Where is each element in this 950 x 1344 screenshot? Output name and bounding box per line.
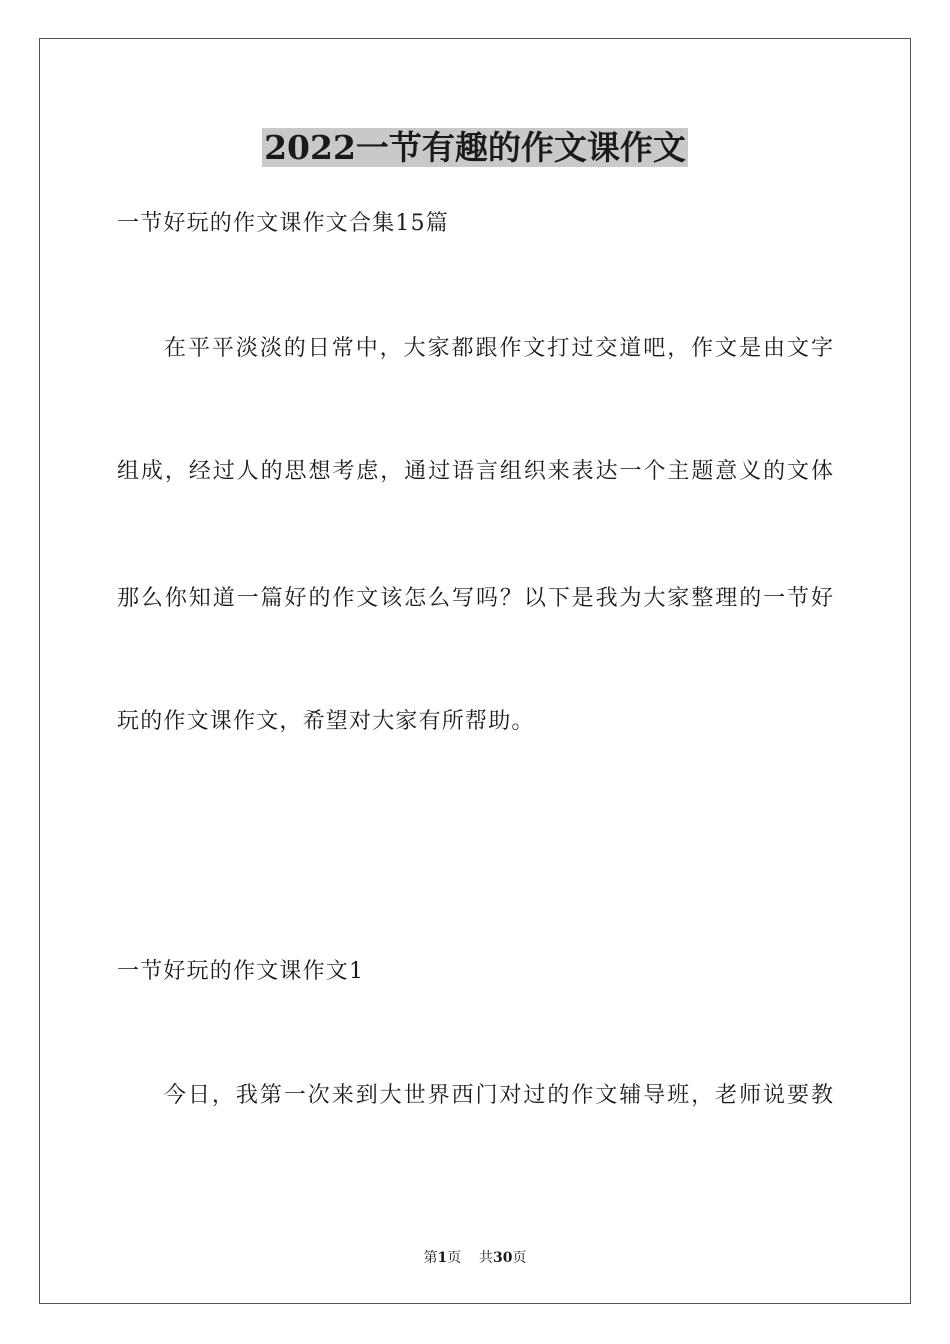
- footer-total-suffix: 页: [512, 1250, 527, 1266]
- intro-line-2: 组成，经过人的思想考虑，通过语言组织来表达一个主题意义的文体: [117, 459, 833, 484]
- document-subtitle: 一节好玩的作文课作文合集15篇: [117, 211, 449, 236]
- footer-total-prefix: 共: [479, 1250, 494, 1266]
- intro-line-3: 那么你知道一篇好的作文该怎么写吗？以下是我为大家整理的一节好: [117, 586, 833, 611]
- document-title-text: 2022一节有趣的作文课作文: [264, 128, 686, 167]
- intro-line-1: 在平平淡淡的日常中，大家都跟作文打过交道吧，作文是由文字: [164, 336, 833, 361]
- footer-page-suffix: 页: [447, 1250, 462, 1266]
- footer-page-prefix: 第: [423, 1250, 438, 1266]
- section-first-line: 今日，我第一次来到大世界西门对过的作文辅导班，老师说要教: [164, 1083, 833, 1108]
- page-footer: [0, 1248, 950, 1268]
- footer-page-number: 1: [437, 1250, 448, 1266]
- document-title: [0, 124, 950, 172]
- intro-line-4: 玩的作文课作文，希望对大家有所帮助。: [117, 709, 535, 734]
- footer-total-pages: 30: [493, 1250, 513, 1266]
- section-heading: 一节好玩的作文课作文1: [117, 959, 365, 984]
